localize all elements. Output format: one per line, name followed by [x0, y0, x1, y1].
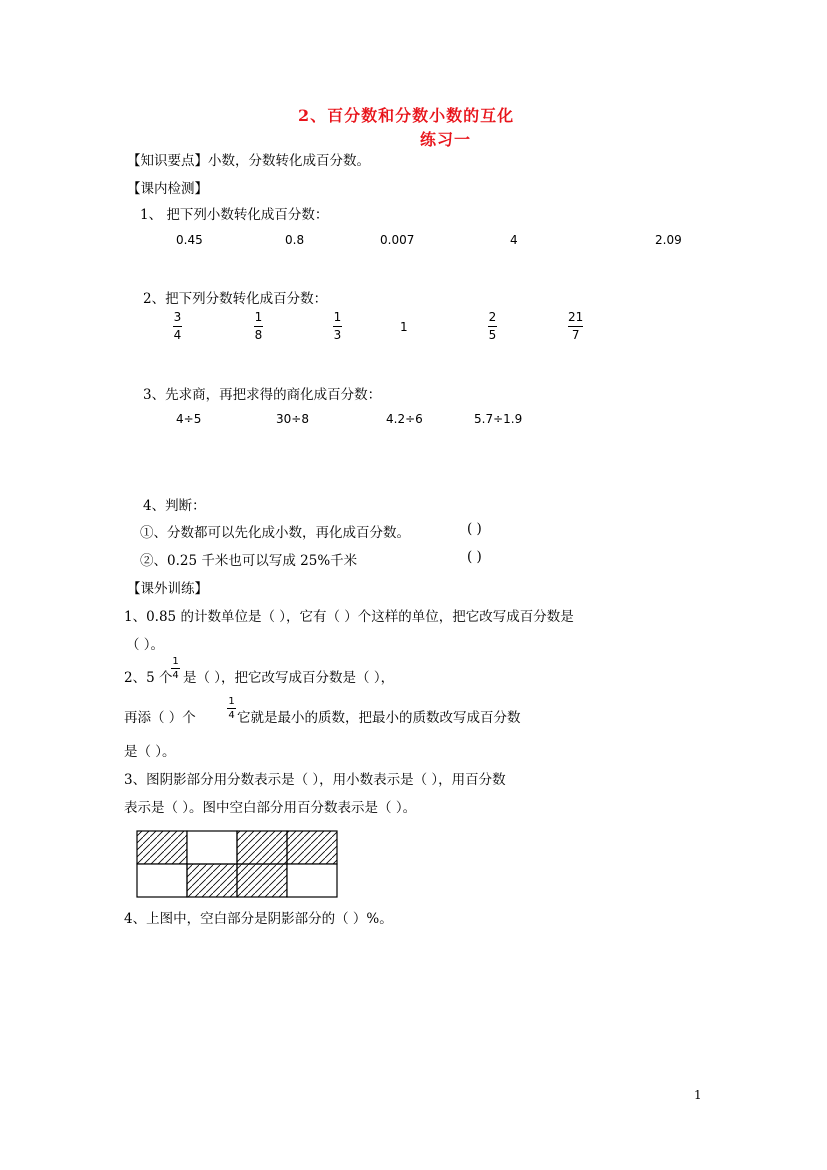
fraction-bar: [568, 326, 583, 327]
fraction-numerator: 1: [333, 310, 342, 324]
knowledge-text: 小数，分数转化成百分数。: [208, 153, 370, 169]
grid-cell-blank: [287, 864, 337, 897]
q1-item: 0.007: [380, 233, 415, 247]
fraction-numerator: 1: [172, 656, 179, 667]
q1-item: 0.45: [176, 233, 203, 247]
grid-cell-shaded: [237, 831, 287, 864]
fraction-numerator: 2: [488, 310, 497, 324]
fraction-denominator: 4: [228, 710, 235, 721]
fraction-numerator: 1: [254, 310, 263, 324]
q3-item: 5.7÷1.9: [474, 412, 523, 426]
fraction-bar: [173, 326, 182, 327]
fraction-bar: [227, 708, 236, 709]
q3-item: 4÷5: [176, 412, 202, 426]
grid-cell-blank: [137, 864, 187, 897]
section-in-class-label: 【课内检测】: [127, 181, 208, 197]
q1-item: 2.09: [655, 233, 682, 247]
shaded-grid: [136, 830, 342, 900]
grid-cell-shaded: [137, 831, 187, 864]
grid-cell-shaded: [237, 864, 287, 897]
q3-item: 4.2÷6: [386, 412, 423, 426]
fraction-numerator: 21: [568, 310, 584, 324]
grid-cell-blank: [187, 831, 237, 864]
e2-part-b: 是（ ），把它改写成百分数是（ ），: [183, 670, 395, 686]
fraction-denominator: 5: [488, 328, 497, 342]
knowledge-line: [127, 149, 370, 169]
e1-line1: 1、0.85 的计数单位是（ ），它有（ ）个这样的单位，把它改写成百分数是: [124, 609, 574, 625]
e3-line2: 表示是（ ）。图中空白部分用百分数表示是（ ）。: [124, 800, 417, 816]
fraction-denominator: 4: [173, 328, 182, 342]
page-number: 1: [694, 1088, 702, 1102]
q1-item: 4: [510, 233, 518, 247]
q4-prompt: 4、判断：: [143, 498, 206, 514]
fraction-bar: [254, 326, 263, 327]
grid-cell-shaded: [287, 831, 337, 864]
q2-whole-number: 1: [400, 320, 408, 334]
e2-part-a: 2、5 个: [124, 670, 173, 686]
page-title: 2、百分数和分数小数的互化: [298, 106, 515, 125]
fraction-denominator: 4: [172, 670, 179, 681]
e2-part-c: 再添（ ）个: [124, 710, 196, 726]
knowledge-label: 【知识要点】: [127, 153, 208, 169]
q2-fraction: [488, 310, 497, 343]
e2-part-e: 是（ ）。: [124, 744, 176, 760]
q4-statement: ②、0.25 千米也可以写成 25%千米: [140, 553, 358, 569]
q2-fraction: [333, 310, 342, 343]
fraction-denominator: 3: [333, 328, 342, 342]
e4-text: 4、上图中，空白部分是阴影部分的（ ）%。: [124, 911, 393, 927]
q2-fraction: [254, 310, 263, 343]
e2-part-d: 它就是最小的质数，把最小的质数改写成百分数: [237, 710, 521, 726]
e3-line1: 3、图阴影部分用分数表示是（ ），用小数表示是（ ），用百分数: [124, 772, 506, 788]
fraction-bar: [488, 326, 497, 327]
e2-fraction: [171, 656, 180, 681]
q2-fraction: [568, 310, 583, 343]
e1-line2: （ ）。: [126, 637, 165, 653]
fraction-bar: [333, 326, 342, 327]
grid-cell-shaded: [187, 864, 237, 897]
e2-fraction: [227, 696, 236, 721]
q2-fraction: [173, 310, 182, 343]
q4-answer-paren: ( ): [467, 521, 482, 537]
fraction-numerator: 3: [173, 310, 182, 324]
q4-answer-paren: ( ): [467, 549, 482, 565]
page-subtitle: 练习一: [420, 130, 472, 149]
q1-item: 0.8: [285, 233, 305, 247]
q2-prompt: 2、把下列分数转化成百分数：: [143, 291, 328, 307]
fraction-bar: [171, 668, 180, 669]
q3-item: 30÷8: [276, 412, 309, 426]
q1-prompt: 1、 把下列小数转化成百分数：: [140, 207, 329, 223]
fraction-denominator: 8: [254, 328, 263, 342]
section-extra-label: 【课外训练】: [127, 581, 208, 597]
fraction-numerator: 1: [228, 696, 235, 707]
fraction-denominator: 7: [571, 328, 580, 342]
q4-statement: ①、分数都可以先化成小数，再化成百分数。: [140, 525, 410, 541]
q3-prompt: 3、先求商，再把求得的商化成百分数：: [143, 387, 382, 403]
